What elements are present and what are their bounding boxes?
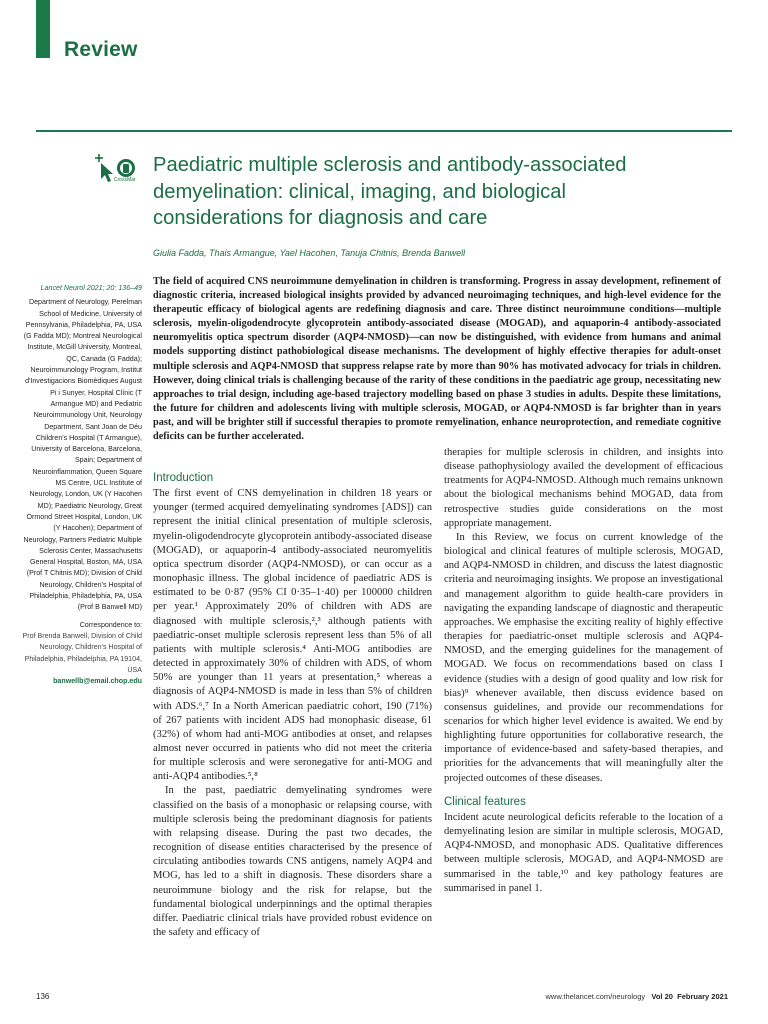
article-title: Paediatric multiple sclerosis and antibody-associated demyelination: clinical, imaging, and biological considerations for diagnosis and care [153, 154, 627, 229]
heading-introduction: Introduction [153, 472, 214, 484]
body-column-right [444, 446, 723, 896]
paragraph: The first event of CNS demyelination in children 18 years or younger (termed acquired demyelinating syndromes [ADS]) can represent the initial clinical presentation of multiple sclerosis, myelin-oligodendrocyte glycoprotein antibody-associated disease (MOGAD), or aquaporin-4 antibody-associated neuromyelitis optica spectrum disorder (AQP4-NMOSD), or can occur as a monophasic illness. The global incidence of paediatric ADS is estimated to be 0·87 (95% CI 0·35–1·40) per 100000 children per year.¹ Approximately 20% of children with ADS are diagnosed with multiple sclerosis,²,³ although patients with paediatric-onset multiple sclerosis represent less than 5% of all patients with multiple sclerosis.⁴ Anti-MOG antibodies are detected in approximately 30% of children with ADS, of whom 50% are younger than 11 years at presentation,⁵ whereas a diagnosis of AQP4-NMOSD is made in less than 5% of children with ADS.⁶,⁷ In a North American paediatric cohort, 190 (71%) of 267 patients with incident ADS had monophasic disease, 61 (32%) of whom had anti-MOG antibodies at onset, and relapses almost never occurred in patients who did not meet the criteria for multiple sclerosis and were seronegative for anti-MOG and anti-AQP4 antibodies.⁵,⁸ [153, 488, 432, 783]
correspondence-address: Prof Brenda Banwell, Division of Child Neurology, Children's Hospital of Philadelphia, Philadelphia, PA 19104, USA [22, 631, 142, 674]
svg-text:CrossMark: CrossMark [113, 177, 136, 183]
crossmark-icon [92, 154, 136, 194]
author-list: Giulia Fadda, Thais Armangue, Yael Hacohen, Tanuja Chitnis, Brenda Banwell [153, 248, 466, 258]
journal-volume: Vol 20 [651, 992, 673, 1001]
sidebar-notes [20, 283, 142, 687]
crossmark-badge[interactable] [92, 154, 136, 194]
heading-clinical-features: Clinical features [444, 795, 526, 808]
body-column-left [153, 471, 432, 940]
journal-footer [546, 992, 729, 1001]
affiliations: Department of Neurology, Perelman School of Medicine, University of Pennsylvania, Philadelphia, PA, USA (G Fadda MD); Montreal Neurological Institute, McGill University, Montreal, QC, Canada (G Fadda); Neuroimmunology Program, Institut d'Investigacions Biomèdiques August Pi i Sunyer, Hospital Clínic (T Armangue MD) and Pediatric Neuroimmunology Unit, Neurology Department, Sant Joan de Déu Children's Hospital (T Armangue), University of Barcelona, Barcelona, Spain; Department of Neuroinflammation, Queen Square MS Centre, UCL Institute of Neurology, London, UK (Y Hacohen MD); Paediatric Neurology, Great Ormond Street Hospital, London, UK (Y Hacohen); Department of Neurology, Partners Pediatric Multiple Sclerosis Center, Massachusetts General Hospital, Boston, MA, USA (Prof T Chitnis MD); Division of Child Neurology, Children's Hospital of Philadelphia, Philadelphia, PA, USA (Prof B Banwell MD) [23, 298, 142, 612]
section-label: Review [64, 38, 138, 61]
citation: Lancet Neurol 2021; 20: 136–49 [40, 284, 142, 292]
correspondence-email[interactable]: banwellb@email.chop.edu [53, 677, 142, 686]
abstract: The field of acquired CNS neuroimmune demyelination in children is transforming. Progress in assay development, refinement of diagnostic criteria, increased biological insights provided by advanced neuroimaging techniques, and high-level evidence for the therapeutic efficacy of biological agents are redefining diagnosis and care. Three distinct neuroimmune conditions—multiple sclerosis, myelin-oligodendrocyte glycoprotein antibody-associated disease (MOGAD), and aquaporin-4 antibody-associated neuromyelitis optica spectrum disorder (AQP4-NMOSD)—can now be distinguished, with evidence from humans and animal models supporting distinct pathobiological disease mechanisms. The development of highly effective therapies for adult-onset multiple sclerosis and AQP4-NMOSD that suppress relapse rate by more than 90% has motivated advocacy for trials in children. However, doing clinical trials is challenging because of the rarity of these conditions in the paediatric age group, necessitating new approaches to trial design, including age-based trajectory modelling based on phase 3 studies in adults. Despite these limitations, the future for children and adolescents living with multiple sclerosis, MOGAD, or AQP4-NMOSD is far brighter than in years past, and will be brighter still if successful therapies to promote remyelination, enhance neuroprotection, and remediate cognitive deficits can be further accelerated. [153, 276, 721, 443]
correspondence-label: Correspondence to: [79, 620, 142, 629]
paragraph: In the past, paediatric demyelinating syndromes were classified on the basis of a monophasic or relapsing course, with multiple sclerosis being the predominant diagnosis for patients with relapsing disease. During the past two decades, the recognition of disease entities characterised by the presence of circulating antibodies towards CNS antigens, namely AQP4 and MOG, has led to a shift in diagnosis. These disorders share a neuroimmune biology and the risk for relapse, but the fundamental biological underpinnings and the optimal therapies differ. Paediatric clinical trials have provided robust evidence on the safety and efficacy of [153, 785, 432, 938]
paragraph: Incident acute neurological deficits referable to the location of a demyelinating lesion are similar in multiple sclerosis, MOGAD, AQP4-NMOSD, and monophasic ADS. Qualitative differences between multiple sclerosis, MOGAD, and AQP4-NMOSD are summarised in the table,¹⁰ and key pathology features are summarised in panel 1. [444, 811, 723, 894]
paragraph: In this Review, we focus on current knowledge of the biological and clinical features of multiple sclerosis, MOGAD, and AQP4-NMOSD in children, and discuss the latest diagnostic criteria and neuroimaging insights. We propose an investigational and management algorithm to guide health-care providers in navigating the expanding landscape of diagnostic and therapeutic approaches. We emphasise the exciting reality of highly effective therapies for paediatric-onset multiple sclerosis and AQP4-NMOSD, and the emerging guidelines for the management of MOGAD. We focus on recommendations based on class I evidence (studies with a design of good quality and low risk for bias)⁹ whenever available, then discuss evidence based on consensus guidelines, and provide our recommendations for scenarios for which higher level evidence is awaited. We end by highlighting future opportunities for collaborative research, the importance of evidence-based and safety-based therapies, and priorities for the advancements that will meaningfully alter the projected outcomes of these diseases. [444, 531, 723, 784]
page-number: 136 [36, 992, 50, 1001]
section-color-bar [36, 0, 50, 58]
paragraph: therapies for multiple sclerosis in children, and insights into disease pathophysiology availed the development of efficacious treatments for AQP4-NMOSD. Although much remains unknown about the biological mechanisms behind MOGAD, data from retrospective studies guide considerations on the most appropriate management. [444, 447, 723, 529]
journal-url[interactable]: www.thelancet.com/neurology [545, 992, 646, 1001]
header-rule [36, 130, 732, 132]
cursor-plus-icon [95, 154, 113, 182]
journal-date: February 2021 [677, 992, 728, 1001]
